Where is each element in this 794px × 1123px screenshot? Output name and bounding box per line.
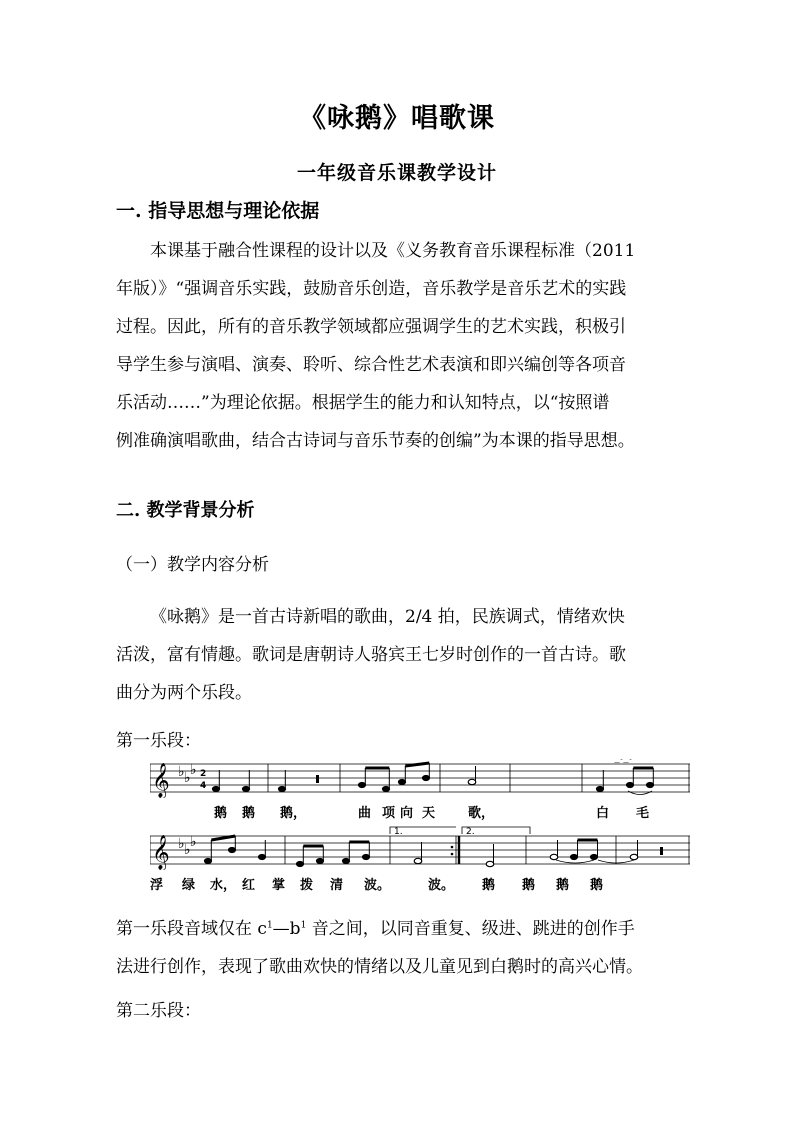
svg-text:2: 2 <box>200 769 207 779</box>
part1-label: 第一乐段： <box>116 731 201 751</box>
score-row-2 <box>150 826 690 893</box>
part2-label: 第二乐段： <box>116 1001 201 1021</box>
section1-line-2: 年版）》“强调音乐实践，鼓励音乐创造，音乐教学是音乐艺术的实践 <box>116 279 627 299</box>
lyric: 鹅 <box>242 806 256 821</box>
lyric: 鹅 <box>590 878 604 893</box>
score-row-1 <box>150 758 690 821</box>
svg-text:—ˉ—ˉ: —ˉ—ˉ <box>614 759 632 766</box>
lyric: 掌 <box>272 878 286 893</box>
section2-heading: 二. 教学背景分析 <box>116 500 255 521</box>
staff-row-1-svg <box>150 758 690 798</box>
after-score-sup-2: 1 <box>300 920 307 931</box>
lyric: 歌， <box>468 806 495 821</box>
svg-text:𝄞: 𝄞 <box>152 763 170 798</box>
after-score-post: 音之间，以同音重复、级进、跳进的创作手 <box>306 919 635 939</box>
svg-text:𝄞: 𝄞 <box>152 835 170 870</box>
lyric: 白 <box>596 806 610 821</box>
section1-line-4: 导学生参与演唱、演奏、聆听、综合性艺术表演和即兴编创等各项音 <box>116 355 626 375</box>
page-subtitle: 一年级音乐课教学设计 <box>296 162 497 184</box>
section1-line-6: 例准确演唱歌曲，结合古诗词与音乐节奏的创编”为本课的指导思想。 <box>116 431 635 451</box>
section2-line-1: 《咏鹅》是一首古诗新唱的歌曲，2/4 拍，民族调式，情绪欢快 <box>150 607 625 627</box>
lyric: 浮 <box>150 878 164 893</box>
volta-2-label: 2. <box>466 827 475 837</box>
section2-line-2: 活泼，富有情趣。歌词是唐朝诗人骆宾王七岁时创作的一首古诗。歌 <box>116 645 626 665</box>
svg-text:♭: ♭ <box>184 842 191 858</box>
section1-heading: 一. 指导思想与理论依据 <box>116 200 320 222</box>
section1-line-5: 乐活动……”为理论依据。根据学生的能力和认知特点，以“按照谱 <box>116 393 610 413</box>
svg-text:4: 4 <box>200 781 207 791</box>
staff-row-2-svg <box>150 826 690 870</box>
lyric: 鹅 <box>522 878 536 893</box>
lyric: 鹅 <box>214 806 228 821</box>
after-score-line-2: 法进行创作，表现了歌曲欢快的情绪以及儿童见到白鹅时的高兴心情。 <box>116 957 643 977</box>
lyric: 水， <box>210 878 237 893</box>
lyric: 鹅 <box>556 878 570 893</box>
svg-text:♭: ♭ <box>190 834 197 850</box>
after-score-mid: —b <box>272 919 301 939</box>
svg-text:♭: ♭ <box>178 764 185 780</box>
volta-1-label: 1. <box>394 827 403 837</box>
section2-line-3: 曲分为两个乐段。 <box>116 683 252 703</box>
lyric: 波。 <box>364 878 391 893</box>
lyric: 绿 <box>182 878 196 893</box>
svg-text:♭: ♭ <box>184 770 191 786</box>
lyric: 项 <box>382 806 396 821</box>
lyric: 红 <box>242 878 256 893</box>
lyric: 拨 <box>300 878 314 893</box>
lyric: 曲 <box>358 806 372 821</box>
section2-sub1-heading: （一）教学内容分析 <box>116 555 269 575</box>
section1-line-1: 本课基于融合性课程的设计以及《义务教育音乐课程标准（2011 <box>150 241 636 261</box>
lyric: 鹅 <box>482 878 496 893</box>
lyric: 鹅， <box>280 806 307 821</box>
lyric: 清 <box>330 878 344 893</box>
svg-text:♭: ♭ <box>190 762 197 778</box>
after-score-pre: 第一乐段音域仅在 c <box>116 919 267 939</box>
after-score-sup-1: 1 <box>266 920 273 931</box>
section1-line-3: 过程。因此，所有的音乐教学领域都应强调学生的艺术实践，积极引 <box>116 317 626 337</box>
lyric: 天 <box>422 806 436 821</box>
page-title: 《咏鹅》唱歌课 <box>299 103 495 134</box>
svg-text:♭: ♭ <box>178 836 185 852</box>
lyric: 波。 <box>428 878 455 893</box>
after-score-line-1 <box>116 914 686 939</box>
lyric: 向 <box>400 806 414 821</box>
lyric: 毛 <box>636 806 650 821</box>
